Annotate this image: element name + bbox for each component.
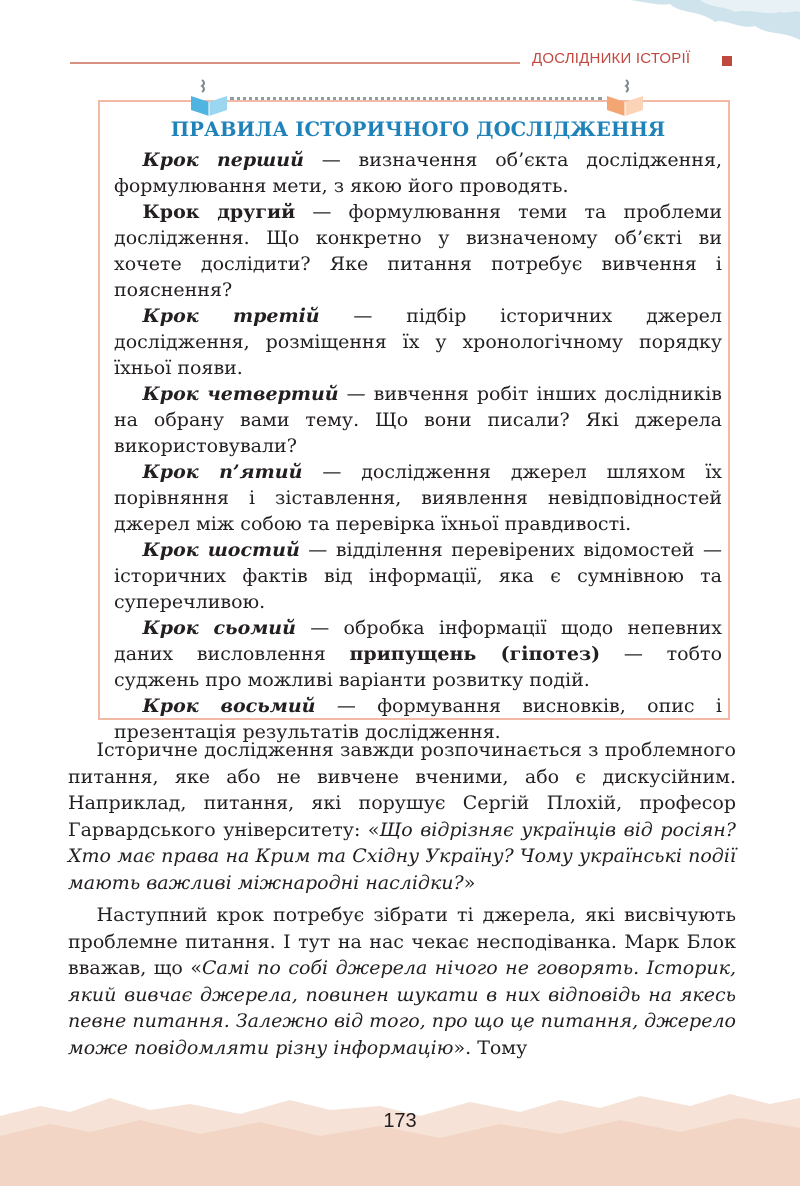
rule-step-1 xyxy=(114,147,722,199)
step-label: Крок шостий xyxy=(142,539,300,561)
open-book-icon xyxy=(604,76,646,118)
step-label: Крок третій xyxy=(142,305,320,327)
page-number: 173 xyxy=(383,1110,417,1132)
step-text: — вивчення робіт інших дослідників на обрану вами тему. Що вони писали? Які джерела використовували? xyxy=(114,383,722,457)
rule-step-6 xyxy=(114,537,722,615)
step-label: Крок п’ятий xyxy=(142,461,303,483)
step-label: Крок четвертий xyxy=(142,383,339,405)
rule-step-7 xyxy=(114,615,722,693)
step-text: — підбір історичних джерел дослідження, розміщення їх у хронологічному порядку їхньої появи. xyxy=(114,305,722,379)
hypothesis-term: припущень (гіпотез) xyxy=(349,643,601,665)
rule-step-2 xyxy=(114,199,722,303)
sky-decoration xyxy=(630,0,800,40)
step-text: — формулювання теми та проблеми дослідження. Що конкретно у визначеному об’єкті ви хочете дослідити? Яке питання потребує вивчення і пояснення? xyxy=(114,201,722,301)
header-rule xyxy=(70,62,520,64)
paragraph-text: Історичне дослідження завжди розпочинається з проблемного питання, яке або не вивчене вченими, або є дискусійним. Наприклад, питання, які порушує Сергій Плохій, професор Гарвардського університету: « xyxy=(68,739,736,841)
rules-title: ПРАВИЛА ІСТОРИЧНОГО ДОСЛІДЖЕННЯ xyxy=(170,118,666,141)
step-text: — визначення об’єкта дослідження, формулювання мети, з якою його проводять. xyxy=(114,149,722,197)
step-text: — дослідження джерел шляхом їх порівняння і зіставлення, виявлення невідповідностей джерел між собою та перевірка їхньої правдивості. xyxy=(114,461,723,535)
header-square-marker xyxy=(722,56,732,66)
plokhy-quote: Що відрізняє українців від росіян? Хто має права на Крим та Східну Україну? Чому українські події мають важливі міжнародні наслідки? xyxy=(68,818,736,894)
step-label: Крок другий xyxy=(142,201,296,223)
body-paragraph-1 xyxy=(68,737,736,896)
rule-step-4 xyxy=(114,381,722,459)
rule-step-3 xyxy=(114,303,722,381)
rule-step-5 xyxy=(114,459,722,537)
quote-close: ». Тому xyxy=(453,1036,528,1059)
body-paragraph-2 xyxy=(68,902,736,1061)
bloch-quote: Самі по собі джерела нічого не говорять. Історик, який вивчає джерела, повинен шукати в них відповідь на якесь певне питання. Залежно від того, про що це питання, джерело може повідомляти різну інформацію xyxy=(68,957,736,1059)
step-text: — відділення перевірених відомостей — історичних фактів від інформації, яка є сумнівною та суперечливою. xyxy=(114,539,722,613)
step-text: — формування висновків, опис і презентація результатів дослідження. xyxy=(114,695,722,743)
rules-content xyxy=(114,117,722,745)
step-label: Крок восьмий xyxy=(142,695,316,717)
body-text xyxy=(68,737,736,1067)
dotted-divider xyxy=(230,97,602,100)
step-text: — тобто суджень про можливі варіанти розвитку подій. xyxy=(114,643,723,691)
step-text: — обробка інформації щодо непевних даних висловлення xyxy=(114,617,722,665)
step-label: Крок сьомий xyxy=(142,617,296,639)
section-header-title: ДОСЛІДНИКИ ІСТОРІЇ xyxy=(532,50,691,67)
open-book-icon xyxy=(188,76,230,118)
quote-close: » xyxy=(463,871,476,894)
step-label: Крок перший xyxy=(142,149,304,171)
paragraph-text: Наступний крок потребує зібрати ті джерела, які висвічують проблемне питання. І тут на нас чекає несподіванка. Марк Блок вважав, що « xyxy=(68,904,736,979)
